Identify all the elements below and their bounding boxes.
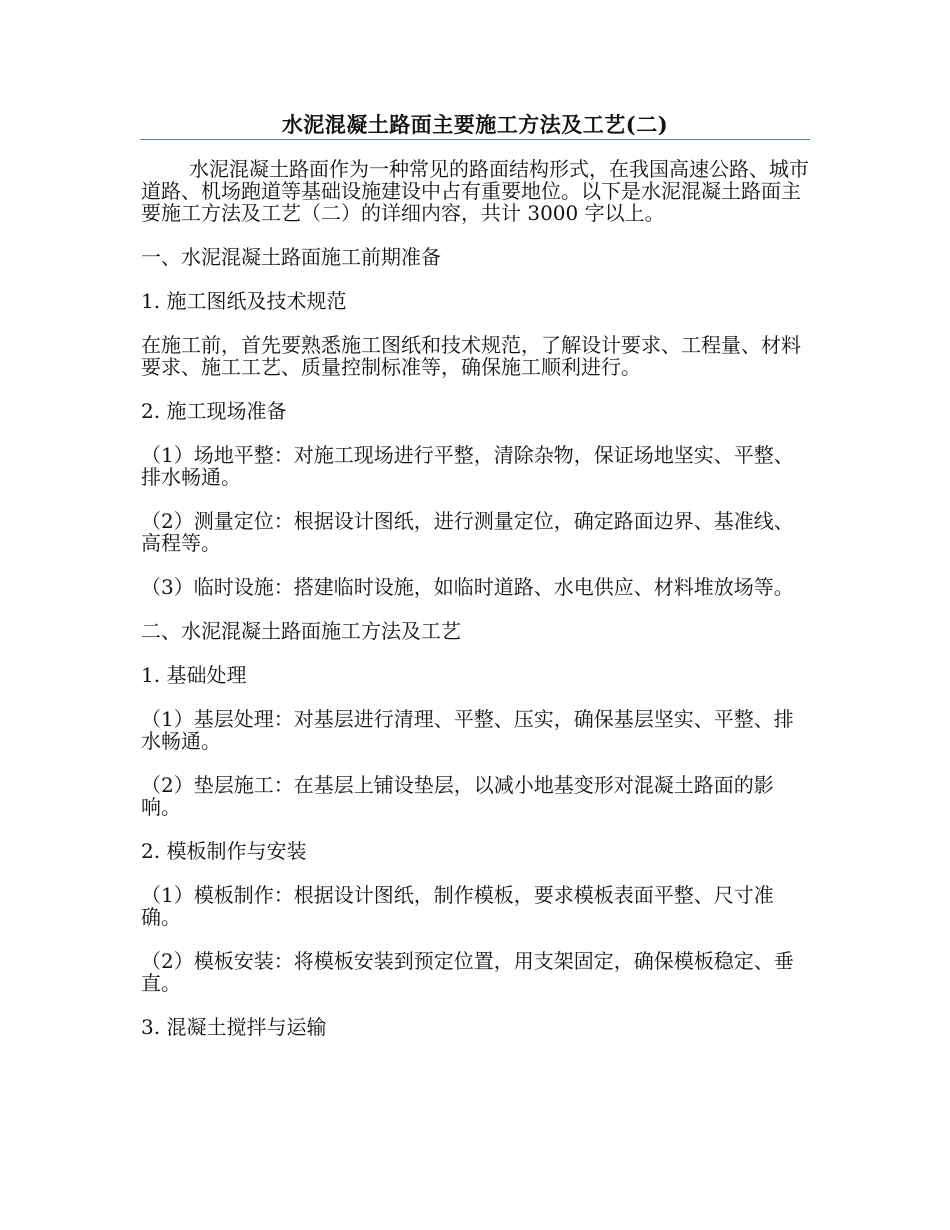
list-item: （2）垫层施工：在基层上铺设垫层，以减小地基变形对混凝土路面的影响。: [141, 773, 774, 819]
list-item: （1）基层处理：对基层进行清理、平整、压实，确保基层坚实、平整、排水畅通。: [141, 707, 794, 753]
list-item: （2）测量定位：根据设计图纸，进行测量定位，确定路面边界、基准线、高程等。: [141, 509, 794, 555]
subsection-heading-2-1: 1. 基础处理: [141, 663, 247, 687]
section-heading-2: 二、水泥混凝土路面施工方法及工艺: [141, 619, 461, 643]
title-underline: [140, 139, 810, 140]
document-body: [141, 158, 809, 1060]
document-title: 水泥混凝土路面主要施工方法及工艺(二): [281, 112, 669, 137]
list-item: （1）场地平整：对施工现场进行平整，清除杂物，保证场地坚实、平整、排水畅通。: [141, 443, 794, 489]
subsection-heading-2-2: 2. 模板制作与安装: [141, 839, 307, 863]
list-item: （1）模板制作：根据设计图纸，制作模板，要求模板表面平整、尺寸准确。: [141, 883, 774, 929]
subsection-heading-2-3: 3. 混凝土搅拌与运输: [141, 1015, 327, 1039]
intro-paragraph: 水泥混凝土路面作为一种常见的路面结构形式，在我国高速公路、城市道路、机场跑道等基础设施建设中占有重要地位。以下是水泥混凝土路面主要施工方法及工艺（二）的详细内容，共计 3000 字以上。: [141, 157, 809, 225]
list-item: （3）临时设施：搭建临时设施，如临时道路、水电供应、材料堆放场等。: [141, 575, 794, 599]
body-paragraph: 在施工前，首先要熟悉施工图纸和技术规范，了解设计要求、工程量、材料要求、施工工艺、质量控制标准等，确保施工顺利进行。: [141, 333, 801, 379]
subsection-heading-1-2: 2. 施工现场准备: [141, 399, 287, 423]
subsection-heading-1-1: 1. 施工图纸及技术规范: [141, 289, 347, 313]
section-heading-1: 一、水泥混凝土路面施工前期准备: [141, 245, 441, 269]
list-item: （2）模板安装：将模板安装到预定位置，用支架固定，确保模板稳定、垂直。: [141, 949, 794, 995]
